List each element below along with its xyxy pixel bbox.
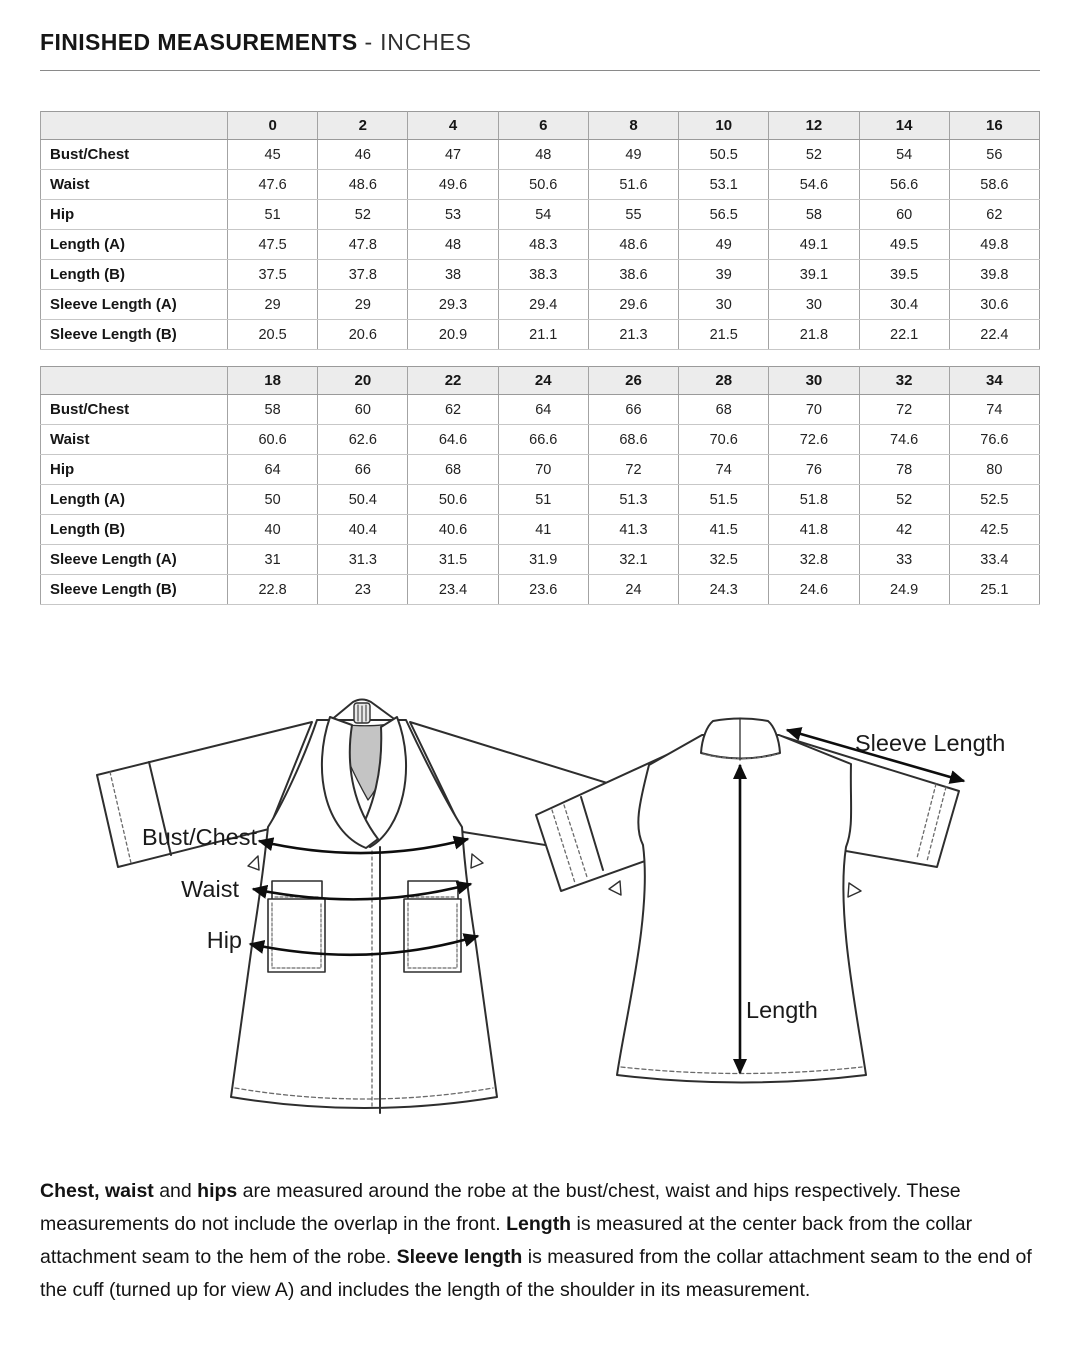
measurement-value: 49.1 [769,230,859,260]
measurement-value: 39.1 [769,260,859,290]
right-pocket-flap [408,881,458,901]
measurement-value: 60 [859,200,949,230]
measurement-value: 32.5 [679,545,769,575]
size-tables [40,111,1040,605]
measurement-value: 76.6 [949,425,1039,455]
measurement-value: 33.4 [949,545,1039,575]
robe-diagram-svg [0,669,1080,1149]
size-column-header: 28 [679,367,769,395]
table-row [41,515,1040,545]
measurement-value: 40 [228,515,318,545]
measurement-value: 66.6 [498,425,588,455]
measurement-value: 22.4 [949,320,1039,350]
measurement-value: 51.3 [588,485,678,515]
measurement-value: 46 [318,140,408,170]
measurement-value: 76 [769,455,859,485]
measurement-value: 32.8 [769,545,859,575]
measurement-value: 30.6 [949,290,1039,320]
row-label: Sleeve Length (B) [41,575,228,605]
measurement-value: 47.5 [228,230,318,260]
table-row [41,545,1040,575]
measurement-value: 72 [859,395,949,425]
measurement-value: 58 [228,395,318,425]
table-row [41,260,1040,290]
row-label: Length (B) [41,515,228,545]
row-label: Length (A) [41,230,228,260]
measurement-value: 49.5 [859,230,949,260]
left-pocket-body [268,899,325,972]
page-title-suffix: - INCHES [364,29,472,55]
measurement-value: 24 [588,575,678,605]
measurement-value: 20.5 [228,320,318,350]
measurement-value: 58.6 [949,170,1039,200]
measurement-value: 58 [769,200,859,230]
notes-hips: hips [197,1180,238,1202]
size-column-header: 24 [498,367,588,395]
measurement-value: 29 [228,290,318,320]
table-row [41,200,1040,230]
measurement-value: 23 [318,575,408,605]
back-body [617,735,866,1083]
notes-length: Length [506,1213,572,1235]
measurement-value: 39.8 [949,260,1039,290]
measurement-value: 56 [949,140,1039,170]
measurement-value: 55 [588,200,678,230]
measurement-value: 25.1 [949,575,1039,605]
measurement-value: 31 [228,545,318,575]
size-header-row [41,367,1040,395]
title-divider [40,70,1040,71]
measurement-value: 49 [679,230,769,260]
measurement-value: 52 [318,200,408,230]
measurement-value: 29.3 [408,290,498,320]
measurement-value: 48.6 [588,230,678,260]
measurement-value: 70 [769,395,859,425]
measurement-value: 21.3 [588,320,678,350]
hip-label: Hip [206,927,242,953]
measurement-value: 31.5 [408,545,498,575]
measurement-value: 66 [588,395,678,425]
row-label: Waist [41,170,228,200]
size-column-header: 0 [228,112,318,140]
measurement-value: 29.4 [498,290,588,320]
table-row [41,140,1040,170]
row-label: Sleeve Length (B) [41,320,228,350]
size-column-header: 34 [949,367,1039,395]
measurement-value: 74 [949,395,1039,425]
measurement-value: 31.3 [318,545,408,575]
measurement-value: 50.6 [498,170,588,200]
length-label: Length [746,997,818,1023]
notes-text: are measured around the robe at the bust/chest, waist and hips respectively. These measurements do not include the overlap in the front. [40,1180,961,1235]
measurement-value: 24.3 [679,575,769,605]
measurement-value: 64 [498,395,588,425]
measurement-value: 41 [498,515,588,545]
measurement-value: 64 [228,455,318,485]
page-title-main: FINISHED MEASUREMENTS [40,29,358,55]
measurement-value: 54 [859,140,949,170]
row-label: Hip [41,455,228,485]
measurement-value: 40.6 [408,515,498,545]
measurement-value: 51.5 [679,485,769,515]
waist-label: Waist [181,876,239,902]
measurement-value: 29 [318,290,408,320]
row-label: Sleeve Length (A) [41,545,228,575]
measurement-value: 38 [408,260,498,290]
measurement-value: 40.4 [318,515,408,545]
measurement-value: 38.3 [498,260,588,290]
notes-text: is measured at the center back from the collar attachment seam to the hem of the robe. [40,1213,973,1268]
bust-label: Bust/Chest [142,824,257,850]
measurement-value: 41.3 [588,515,678,545]
size-column-header: 18 [228,367,318,395]
row-label: Sleeve Length (A) [41,290,228,320]
table-row [41,230,1040,260]
measurement-value: 48.3 [498,230,588,260]
measurement-value: 68.6 [588,425,678,455]
table-row [41,395,1040,425]
measurement-value: 41.8 [769,515,859,545]
measurement-value: 80 [949,455,1039,485]
measurement-value: 50 [228,485,318,515]
measurement-value: 42 [859,515,949,545]
measurement-value: 21.5 [679,320,769,350]
notes-chest-waist: Chest, waist [40,1180,154,1202]
size-column-header: 6 [498,112,588,140]
row-label: Hip [41,200,228,230]
back-view-drawing [536,718,959,1083]
measurement-value: 50.4 [318,485,408,515]
table-row [41,425,1040,455]
measurement-value: 52 [859,485,949,515]
row-label: Waist [41,425,228,455]
measurement-value: 42.5 [949,515,1039,545]
measurement-table-sizes-0-16 [40,111,1040,350]
measurement-value: 50.5 [679,140,769,170]
table-row [41,170,1040,200]
measurement-value: 68 [679,395,769,425]
measurement-value: 51 [498,485,588,515]
measurement-value: 37.5 [228,260,318,290]
measurement-value: 68 [408,455,498,485]
measurement-value: 38.6 [588,260,678,290]
measurement-value: 22.1 [859,320,949,350]
table-row [41,290,1040,320]
measurement-value: 51 [228,200,318,230]
notes-text: and [153,1180,198,1202]
measurement-value: 30 [679,290,769,320]
size-column-header: 22 [408,367,498,395]
measurement-value: 52 [769,140,859,170]
measurement-value: 21.1 [498,320,588,350]
measurement-value: 62.6 [318,425,408,455]
measurement-value: 32.1 [588,545,678,575]
size-column-header: 20 [318,367,408,395]
measurement-value: 72 [588,455,678,485]
measurement-value: 53 [408,200,498,230]
measurement-value: 49.8 [949,230,1039,260]
measurement-value: 74.6 [859,425,949,455]
size-column-header: 2 [318,112,408,140]
measurement-value: 47.6 [228,170,318,200]
sleeve-length-label: Sleeve Length [855,730,1006,756]
row-label: Bust/Chest [41,395,228,425]
size-column-header: 10 [679,112,769,140]
measurement-value: 23.6 [498,575,588,605]
size-column-header: 30 [769,367,859,395]
size-header-corner [41,112,228,140]
measurement-value: 74 [679,455,769,485]
measurement-value: 41.5 [679,515,769,545]
measurement-value: 54.6 [769,170,859,200]
measurement-value: 30.4 [859,290,949,320]
size-column-header: 8 [588,112,678,140]
notes-text: is measured from the collar attachment seam to the end of the cuff (turned up for view A) and includes the length of the shoulder in its measurement. [40,1246,1032,1301]
table-row [41,455,1040,485]
measurement-table-sizes-18-34 [40,366,1040,605]
size-column-header: 14 [859,112,949,140]
measurement-value: 49 [588,140,678,170]
measurement-value: 24.6 [769,575,859,605]
measurement-value: 62 [949,200,1039,230]
measurement-value: 72.6 [769,425,859,455]
row-label: Bust/Chest [41,140,228,170]
measurement-value: 48.6 [318,170,408,200]
measurement-value: 70 [498,455,588,485]
measurement-value: 47.8 [318,230,408,260]
size-header-corner [41,367,228,395]
table-row [41,575,1040,605]
measurement-value: 56.5 [679,200,769,230]
size-column-header: 32 [859,367,949,395]
row-label: Length (B) [41,260,228,290]
front-view-drawing [97,700,662,1114]
measurement-value: 39.5 [859,260,949,290]
measurement-value: 66 [318,455,408,485]
right-pocket-body [404,899,461,972]
measurement-value: 60 [318,395,408,425]
measurement-value: 45 [228,140,318,170]
table-row [41,320,1040,350]
measurement-value: 64.6 [408,425,498,455]
measurement-value: 47 [408,140,498,170]
row-label: Length (A) [41,485,228,515]
measurement-value: 51.8 [769,485,859,515]
measurement-value: 51.6 [588,170,678,200]
measurement-value: 21.8 [769,320,859,350]
measurement-notes [40,1175,1040,1307]
measurement-value: 49.6 [408,170,498,200]
measurement-value: 20.6 [318,320,408,350]
measurement-value: 29.6 [588,290,678,320]
measurement-value: 33 [859,545,949,575]
measurement-value: 22.8 [228,575,318,605]
measurement-value: 48 [408,230,498,260]
size-column-header: 4 [408,112,498,140]
measurement-value: 39 [679,260,769,290]
page-title [40,28,1040,56]
robe-technical-diagram [0,669,1080,1149]
measurement-value: 53.1 [679,170,769,200]
measurement-value: 60.6 [228,425,318,455]
measurement-value: 24.9 [859,575,949,605]
size-header-row [41,112,1040,140]
measurement-value: 48 [498,140,588,170]
size-column-header: 12 [769,112,859,140]
measurement-value: 23.4 [408,575,498,605]
measurement-value: 62 [408,395,498,425]
measurement-value: 30 [769,290,859,320]
size-column-header: 16 [949,112,1039,140]
measurement-value: 56.6 [859,170,949,200]
measurement-value: 31.9 [498,545,588,575]
notes-sleeve-length: Sleeve length [396,1246,523,1268]
measurement-value: 50.6 [408,485,498,515]
measurement-value: 37.8 [318,260,408,290]
measurement-value: 70.6 [679,425,769,455]
measurement-value: 52.5 [949,485,1039,515]
measurement-value: 20.9 [408,320,498,350]
size-column-header: 26 [588,367,678,395]
table-row [41,485,1040,515]
measurement-value: 54 [498,200,588,230]
measurement-value: 78 [859,455,949,485]
